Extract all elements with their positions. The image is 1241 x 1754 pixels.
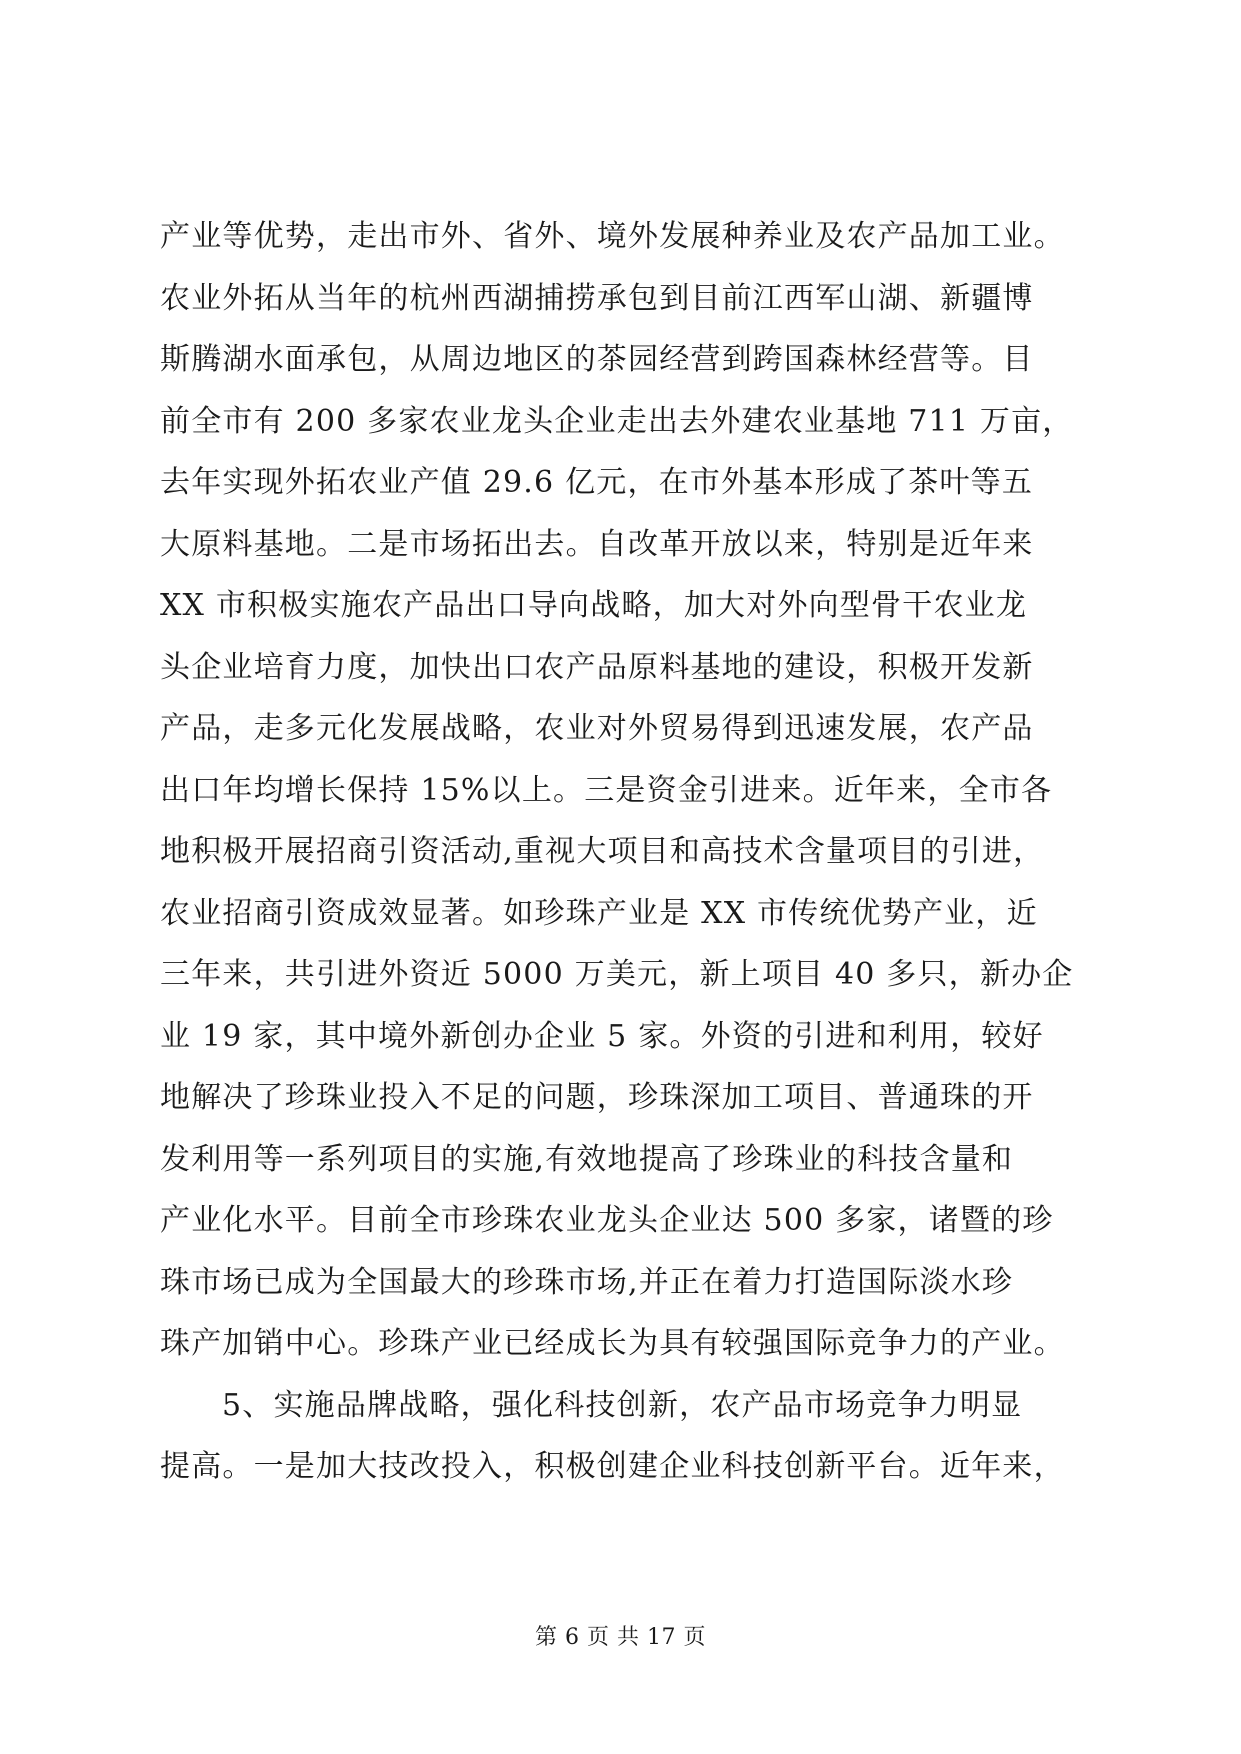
- text-line: 出口年均增长保持 15%以上。三是资金引进来。近年来，全市各: [160, 772, 1053, 808]
- text-line: 产业化水平。目前全市珍珠农业龙头企业达 500 多家，诸暨的珍: [160, 1203, 1054, 1238]
- text-line: 珠市场已成为全国最大的珍珠市场,并正在着力打造国际淡水珍: [160, 1264, 1014, 1300]
- text-line: 提高。一是加大技改投入，积极创建企业科技创新平台。近年来，: [160, 1449, 1065, 1484]
- text-line: 三年来，共引进外资近 5000 万美元，新上项目 40 多只，新办企: [160, 957, 1074, 992]
- text-line: 大原料基地。二是市场拓出去。自改革开放以来，特别是近年来: [160, 526, 1034, 562]
- text-line: 斯腾湖水面承包，从周边地区的茶园经营到跨国森林经营等。目: [160, 342, 1034, 377]
- text-line: 农业招商引资成效显著。如珍珠产业是 XX 市传统优势产业，近: [160, 895, 1038, 931]
- text-line: 地积极开展招商引资活动,重视大项目和高技术含量项目的引进，: [160, 834, 1045, 869]
- text-line-indented: 5、实施品牌战略，强化科技创新，农产品市场竞争力明显: [222, 1387, 1023, 1423]
- text-line: 珠产加销中心。珍珠产业已经成长为具有较强国际竞争力的产业。: [160, 1326, 1065, 1361]
- text-line: 地解决了珍珠业投入不足的问题，珍珠深加工项目、普通珠的开: [160, 1080, 1034, 1115]
- text-line: 头企业培育力度，加快出口农产品原料基地的建设，积极开发新: [160, 649, 1034, 685]
- text-line: 发利用等一系列项目的实施,有效地提高了珍珠业的科技含量和: [160, 1141, 1014, 1177]
- text-line: 去年实现外拓农业产值 29.6 亿元，在市外基本形成了茶叶等五: [160, 465, 1034, 500]
- body-text: [160, 206, 1090, 1498]
- text-line: 产品，走多元化发展战略，农业对外贸易得到迅速发展，农产品: [160, 711, 1034, 746]
- page-footer: 第 6 页 共 17 页: [535, 1625, 706, 1650]
- text-line: 产业等优势，走出市外、省外、境外发展种养业及农产品加工业。: [160, 219, 1065, 254]
- text-line: 前全市有 200 多家农业龙头企业走出去外建农业基地 711 万亩，: [160, 403, 1074, 439]
- text-line: 农业外拓从当年的杭州西湖捕捞承包到目前江西军山湖、新疆博: [160, 280, 1034, 316]
- text-line: XX 市积极实施农产品出口导向战略，加大对外向型骨干农业龙: [160, 588, 1028, 623]
- text-line: 业 19 家，其中境外新创办企业 5 家。外资的引进和利用，较好: [160, 1018, 1044, 1054]
